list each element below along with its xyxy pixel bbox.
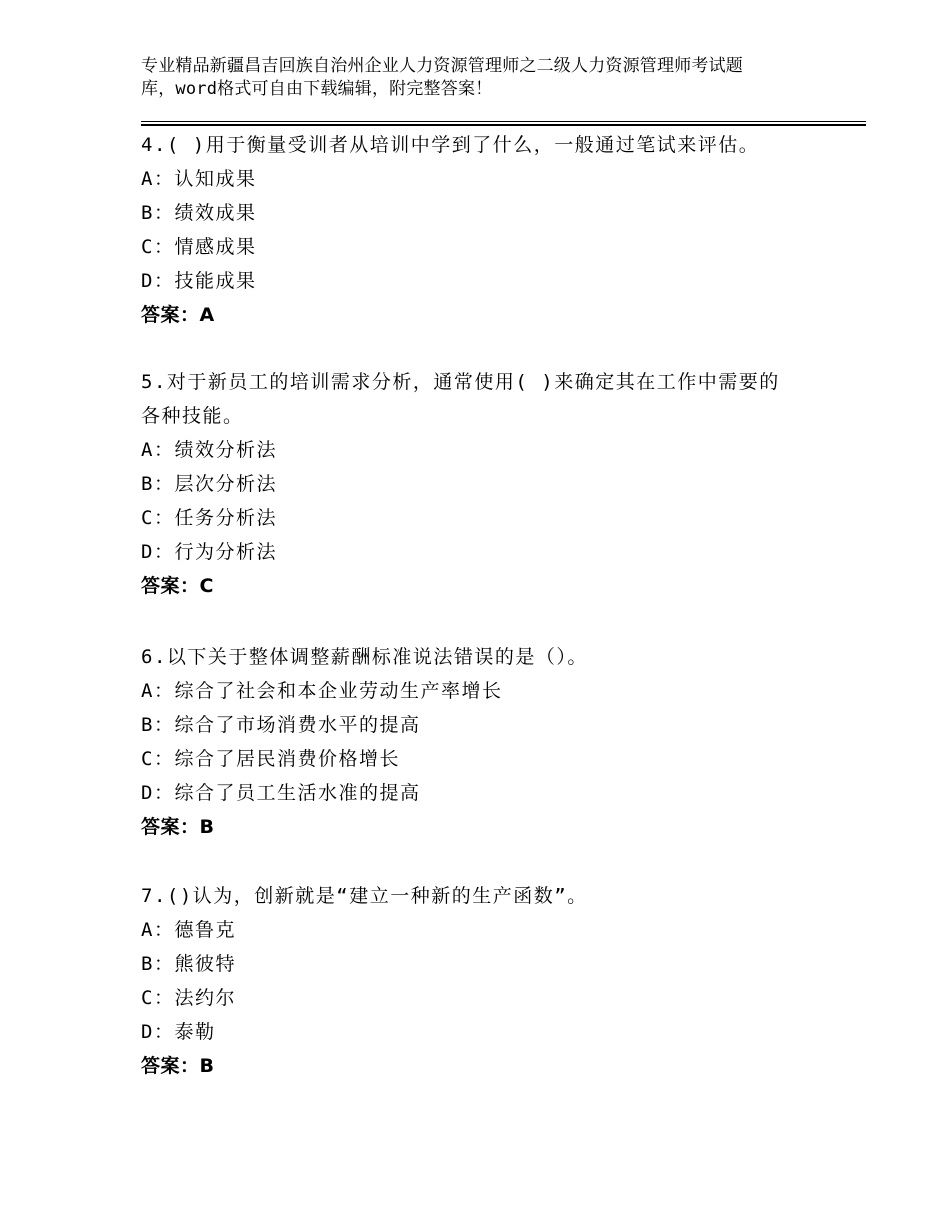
question-stem: 4.( )用于衡量受训者从培训中学到了什么，一般通过笔试来评估。	[141, 134, 760, 156]
question-5	[141, 365, 841, 603]
option-d: D：行为分析法	[141, 541, 277, 563]
option-a: A：绩效分析法	[141, 439, 277, 461]
answer: 答案：A	[141, 304, 215, 326]
option-c: C：任务分析法	[141, 507, 277, 529]
question-6	[141, 640, 841, 844]
header-line-1: 专业精品新疆昌吉回族自治州企业人力资源管理师之二级人力资源管理师考试题	[141, 56, 743, 76]
question-4	[141, 128, 841, 332]
option-b: B：绩效成果	[141, 202, 257, 224]
document-header	[141, 55, 841, 101]
option-c: C：综合了居民消费价格增长	[141, 748, 400, 770]
question-stem: 6.以下关于整体调整薪酬标准说法错误的是（）。	[141, 646, 588, 668]
option-c: C：法约尔	[141, 987, 236, 1009]
header-rule-thin	[141, 121, 866, 122]
option-d: D：综合了员工生活水准的提高	[141, 782, 421, 804]
option-b: B：综合了市场消费水平的提高	[141, 714, 421, 736]
question-stem: 5.对于新员工的培训需求分析，通常使用( )来确定其在工作中需要的	[141, 371, 780, 393]
option-b: B：层次分析法	[141, 473, 277, 495]
question-stem-continued: 各种技能。	[141, 405, 244, 427]
option-c: C：情感成果	[141, 236, 257, 258]
option-d: D：泰勒	[141, 1021, 216, 1043]
option-d: D：技能成果	[141, 270, 257, 292]
question-stem: 7.()认为，创新就是“建立一种新的生产函数”。	[141, 885, 588, 907]
answer: 答案：B	[141, 1055, 215, 1077]
question-7	[141, 879, 841, 1083]
header-line-2: 库，word格式可自由下载编辑，附完整答案！	[141, 79, 493, 99]
option-a: A：德鲁克	[141, 919, 236, 941]
option-a: A：综合了社会和本企业劳动生产率增长	[141, 680, 503, 702]
option-a: A：认知成果	[141, 168, 257, 190]
answer: 答案：B	[141, 816, 215, 838]
option-b: B：熊彼特	[141, 953, 236, 975]
header-rule-thick	[141, 124, 866, 126]
answer: 答案：C	[141, 575, 214, 597]
